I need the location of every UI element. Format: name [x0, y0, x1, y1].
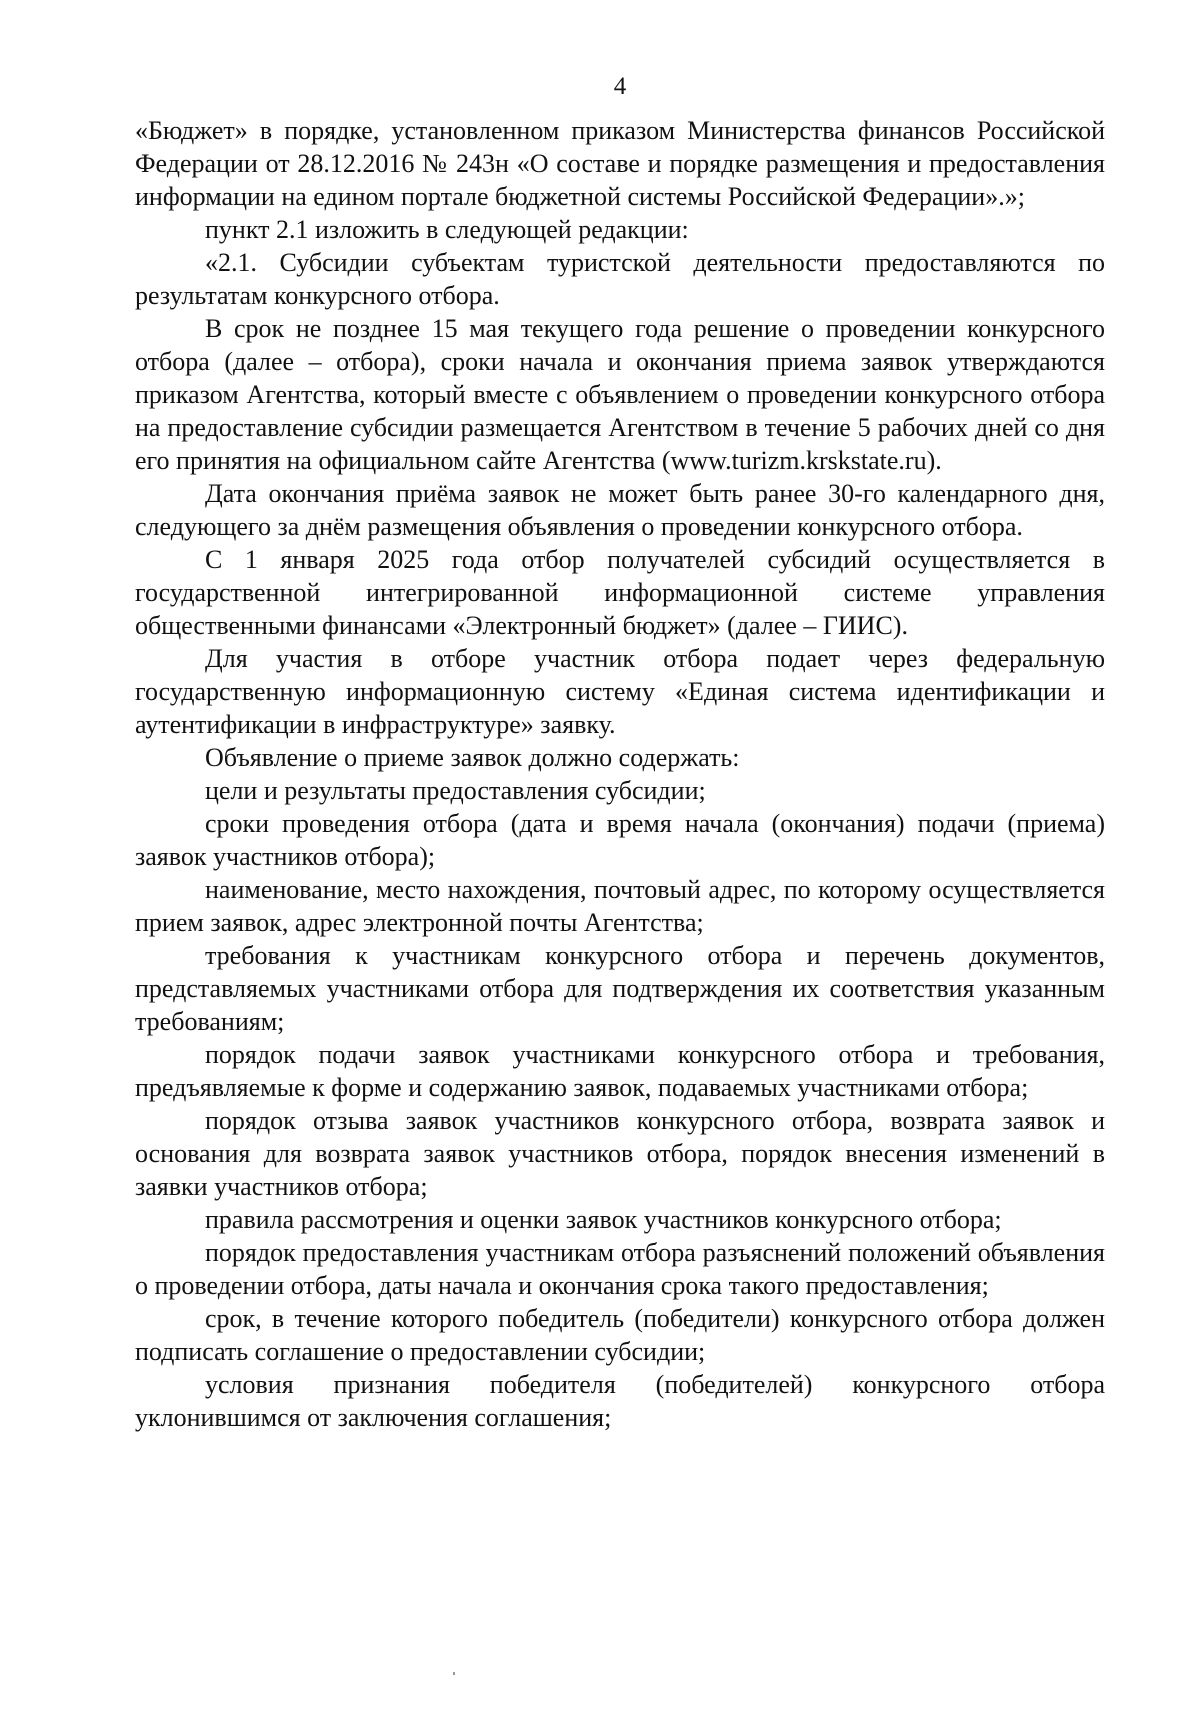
paragraph: С 1 января 2025 года отбор получателей субсидий осуществляется в государственной интегрированной информационной системе управления общественными финансами «Электронный бюджет» (далее – ГИИС).	[135, 545, 1105, 640]
paragraph: требования к участникам конкурсного отбора и перечень документов, представляемых участниками отбора для подтверждения их соответствия указанным требованиям;	[135, 941, 1105, 1036]
paragraph: порядок отзыва заявок участников конкурсного отбора, возврата заявок и основания для возврата заявок участников отбора, порядок внесения изменений в заявки участников отбора;	[135, 1106, 1105, 1201]
paragraph: сроки проведения отбора (дата и время начала (окончания) подачи (приема) заявок участников отбора);	[135, 809, 1105, 871]
document-body	[135, 114, 1105, 1434]
paragraph: порядок подачи заявок участниками конкурсного отбора и требования, предъявляемые к форме и содержанию заявок, подаваемых участниками отбора;	[135, 1040, 1105, 1102]
scan-speck	[453, 1672, 455, 1675]
paragraph: Дата окончания приёма заявок не может быть ранее 30-го календарного дня, следующего за днём размещения объявления о проведении конкурсного отбора.	[135, 479, 1105, 541]
paragraph: условия признания победителя (победителей) конкурсного отбора уклонившимся от заключения соглашения;	[135, 1370, 1105, 1432]
paragraph: пункт 2.1 изложить в следующей редакции:	[205, 215, 689, 244]
paragraph: цели и результаты предоставления субсидии;	[205, 776, 706, 805]
page-number: 4	[613, 73, 627, 100]
paragraph: Объявление о приеме заявок должно содержать:	[205, 743, 740, 772]
paragraph: «2.1. Субсидии субъектам туристской деятельности предоставляются по результатам конкурсного отбора.	[135, 248, 1105, 310]
paragraph: наименование, место нахождения, почтовый адрес, по которому осуществляется прием заявок, адрес электронной почты Агентства;	[135, 875, 1105, 937]
paragraph: В срок не позднее 15 мая текущего года решение о проведении конкурсного отбора (далее – отбора), сроки начала и окончания приема заявок утверждаются приказом Агентства, который вместе с объявлением о проведении конкурсного отбора на предоставление субсидии размещается Агентством в течение 5 рабочих дней со дня его принятия на официальном сайте Агентства (www.turizm.krskstate.ru).	[135, 314, 1105, 475]
paragraph: срок, в течение которого победитель (победители) конкурсного отбора должен подписать соглашение о предоставлении субсидии;	[135, 1304, 1105, 1366]
paragraph: Для участия в отборе участник отбора подает через федеральную государственную информационную систему «Единая система идентификации и аутентификации в инфраструктуре» заявку.	[135, 644, 1105, 739]
paragraph: «Бюджет» в порядке, установленном приказом Министерства финансов Российской Федерации от 28.12.2016 № 243н «О составе и порядке размещения и предоставления информации на едином портале бюджетной системы Российской Федерации».»;	[135, 116, 1105, 211]
paragraph: правила рассмотрения и оценки заявок участников конкурсного отбора;	[205, 1205, 1002, 1234]
paragraph: порядок предоставления участникам отбора разъяснений положений объявления о проведении отбора, даты начала и окончания срока такого предоставления;	[135, 1238, 1105, 1300]
